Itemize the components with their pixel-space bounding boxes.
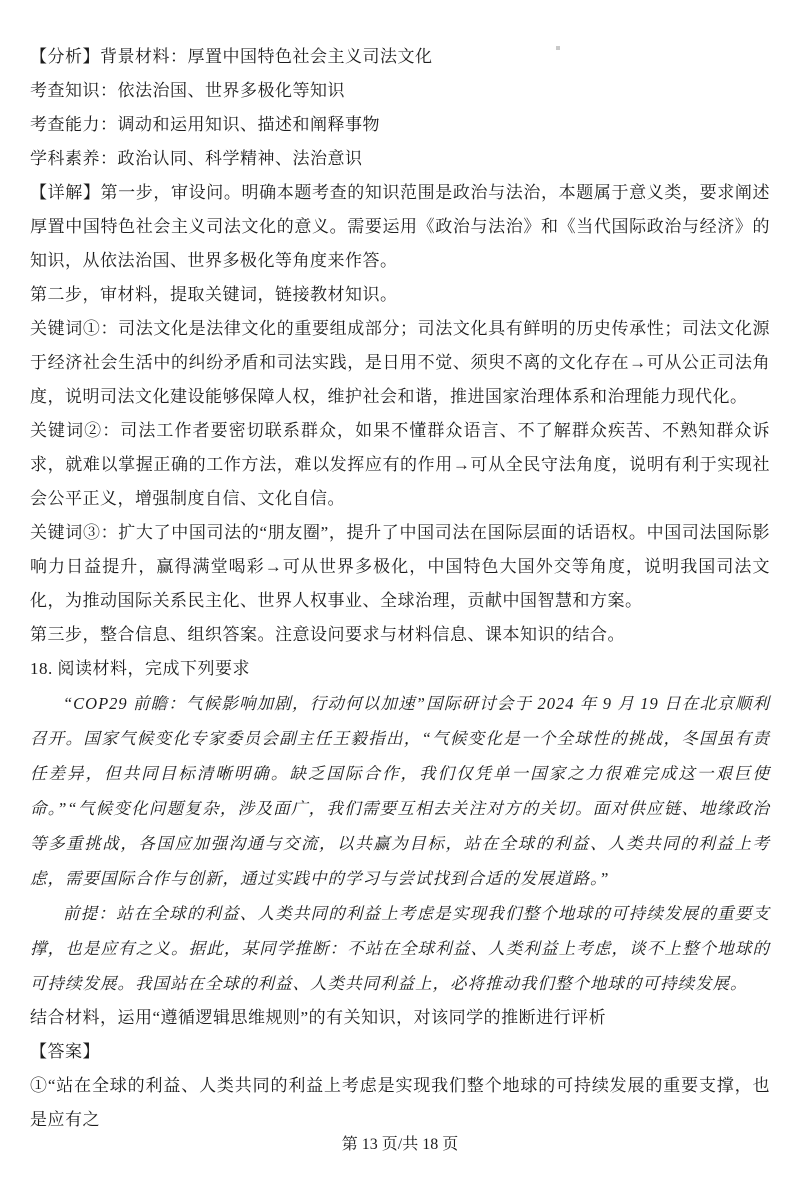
ability-tested-paragraph: 考查能力：调动和运用知识、描述和阐释事物 [30, 115, 380, 134]
answer-point-1-paragraph: ①“站在全球的利益、人类共同的利益上考虑是实现我们整个地球的可持续发展的重要支撑，也是应有之 [30, 1076, 770, 1129]
analysis-paragraph: 【分析】背景材料：厚置中国特色社会主义司法文化 [30, 47, 433, 66]
scan-artifact-dot [556, 46, 560, 50]
keyword2-paragraph: 关键词②：司法工作者要密切联系群众，如果不懂群众语言、不了解群众疾苦、不熟知群众诉求，就难以掌握正确的工作方法，难以发挥应有的作用→可从全民守法角度，说明有利于实现社会公平正义，增强制度自信、文化自信。 [30, 421, 770, 508]
step2-paragraph: 第二步，审材料，提取关键词，链接教材知识。 [30, 285, 398, 304]
keyword3-paragraph: 关键词③：扩大了中国司法的“朋友圈”，提升了中国司法在国际层面的话语权。中国司法国际影响力日益提升，赢得满堂喝彩→可从世界多极化，中国特色大国外交等角度，说明我国司法文化，为推动国际关系民主化、世界人权事业、全球治理，贡献中国智慧和方案。 [30, 523, 770, 610]
knowledge-tested-paragraph: 考查知识：依法治国、世界多极化等知识 [30, 81, 345, 100]
answer-header: 【答案】 [30, 1042, 100, 1061]
question-18-heading: 18. 阅读材料，完成下列要求 [30, 659, 250, 678]
page-footer: 第 13 页/共 18 页 [341, 1136, 459, 1153]
explanation-step1-paragraph: 【详解】第一步，审设问。明确本题考查的知识范围是政治与法治，本题属于意义类，要求阐述厚置中国特色社会主义司法文化的意义。需要运用《政治与法治》和《当代国际政治与经济》的知识，从依法治国、世界多极化等角度来作答。 [30, 183, 770, 270]
task-instruction-paragraph: 结合材料，运用“遵循逻辑思维规则”的有关知识，对该同学的推断进行评析 [30, 1008, 607, 1027]
keyword1-paragraph: 关键词①：司法文化是法律文化的重要组成部分；司法文化具有鲜明的历史传承性；司法文化源于经济社会生活中的纠纷矛盾和司法实践，是日用不觉、须臾不离的文化存在→可从公正司法角度，说明司法文化建设能够保障人权，维护社会和谐，推进国家治理体系和治理能力现代化。 [30, 319, 770, 406]
question-material-paragraph-1: “COP29 前瞻：气候影响加剧，行动何以加速”国际研讨会于 2024 年 9 月 19 日在北京顺利召开。国家气候变化专家委员会副主任王毅指出，“气候变化是一个全球性的挑战，冬国虽有责任差异，但共同目标清晰明确。缺乏国际合作，我们仅凭单一国家之力很难完成这一艰巨使命。”“气候变化问题复杂，涉及面广，我们需要互相去关注对方的关切。面对供应链、地缘政治等多重挑战，各国应加强沟通与交流，以共赢为目标，站在全球的利益、人类共同的利益上考虑，需要国际合作与创新，通过实践中的学习与尝试找到合适的发展道路。” [30, 694, 770, 888]
subject-literacy-paragraph: 学科素养：政治认同、科学精神、法治意识 [30, 149, 363, 168]
step3-paragraph: 第三步，整合信息、组织答案。注意设问要求与材料信息、课本知识的结合。 [30, 625, 625, 644]
question-material-paragraph-2: 前提：站在全球的利益、人类共同的利益上考虑是实现我们整个地球的可持续发展的重要支撑，也是应有之义。据此，某同学推断：不站在全球利益、人类利益上考虑，谈不上整个地球的可持续发展。我国站在全球的利益、人类共同利益上，必将推动我们整个地球的可持续发展。 [30, 904, 770, 993]
